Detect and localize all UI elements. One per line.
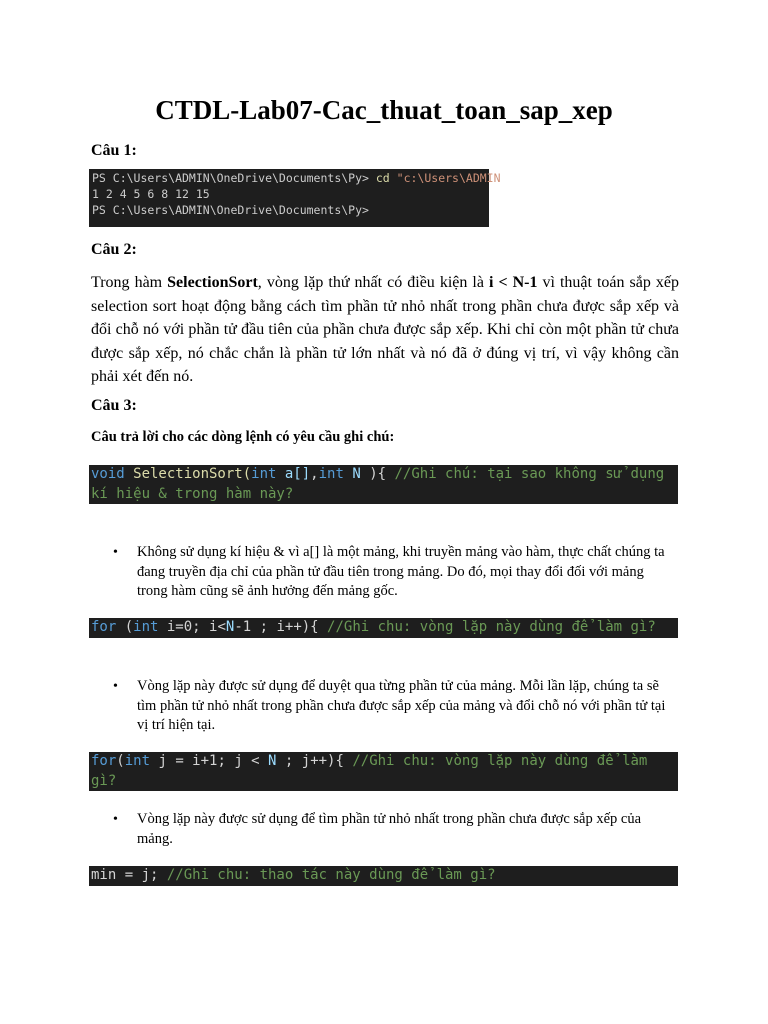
answer-bullet-2: • Vòng lặp này được sử dụng để duyệt qua từng phần tử của mảng. Mỗi lần lặp, chúng ta sẽ tìm phần tử nhỏ nhất trong phần chưa được sắp xếp của mảng và đổi chỗ nó với phần tử tại vị trí hiện tại. — [137, 677, 677, 736]
code-punct: , — [310, 466, 319, 482]
question-1-heading: Câu 1: — [91, 142, 137, 159]
answer-text: , vòng lặp thứ nhất có điều kiện là — [257, 274, 489, 291]
code-keyword: for — [91, 619, 117, 635]
question-2-heading: Câu 2: — [91, 241, 137, 258]
answer-text: Trong hàm — [91, 274, 168, 291]
answer-text: vì thuật toán sắp xếp selection sort hoạt động bằng cách tìm phần tử nhỏ nhất trong phần chưa được sắp xếp và đổi chỗ nó với phần tử đầu tiên của phần chưa được sắp xếp. Khi chỉ còn một phần tử chưa được sắp xếp, nó chắc chắn là phần tử lớn nhất và nó đã ở đúng vị trí, vì vậy không cần phải xét đến nó. — [91, 274, 679, 385]
code-keyword: for — [91, 753, 117, 769]
terminal-line-3: PS C:\Users\ADMIN\OneDrive\Documents\Py> — [92, 203, 369, 217]
code-comment: //Ghi chú: tại sao không sử dụng kí hiệu & trong hàm này? — [91, 466, 665, 502]
terminal-line-1 — [89, 170, 501, 186]
document-title: CTDL-Lab07-Cac_thuat_toan_sap_xep — [155, 95, 613, 125]
code-variable: a[] — [276, 466, 311, 482]
code-comment: //Ghi chu: vòng lặp này dùng để làm gì? — [91, 753, 648, 789]
question-3-heading: Câu 3: — [91, 397, 137, 414]
answer-bold-condition: i < N-1 — [488, 274, 538, 291]
code-variable: N — [268, 753, 277, 769]
question-2-answer — [91, 271, 679, 389]
code-variable: N — [343, 466, 361, 482]
terminal-output-screenshot — [89, 169, 501, 227]
code-comment: //Ghi chu: vòng lặp này dùng để làm gì? — [327, 619, 656, 635]
code-block-3 — [89, 752, 678, 791]
code-text: min = j; — [91, 867, 167, 883]
code-block-4 — [89, 866, 678, 886]
answer-bold-function: SelectionSort — [167, 274, 258, 291]
code-keyword: void — [91, 466, 125, 482]
terminal-line-2: 1 2 4 5 6 8 12 15 — [92, 187, 210, 201]
code-punct: ( — [116, 753, 125, 769]
code-text: ; j++){ — [276, 753, 353, 769]
code-text: i=0; i< — [158, 619, 226, 635]
code-text: -1 ; i++){ — [234, 619, 328, 635]
question-3-subheading: Câu trả lời cho các dòng lệnh có yêu cầu ghi chú: — [91, 429, 395, 445]
code-keyword: int — [251, 466, 277, 482]
terminal-command: cd — [375, 171, 390, 185]
code-function: SelectionSort( — [124, 466, 252, 482]
code-punct: ( — [116, 619, 134, 635]
code-keyword: int — [124, 753, 151, 769]
code-block-1 — [89, 465, 678, 504]
code-variable: N — [225, 619, 235, 635]
code-keyword: int — [133, 619, 159, 635]
answer-bullet-3: • Vòng lặp này được sử dụng để tìm phần tử nhỏ nhất trong phần chưa được sắp xếp của mảng. — [137, 810, 677, 849]
code-block-2 — [89, 618, 678, 638]
code-text: j = i+1; j < — [150, 753, 269, 769]
code-comment: //Ghi chu: thao tác này dùng để làm gì? — [166, 867, 496, 883]
code-keyword: int — [318, 466, 344, 482]
code-punct: ){ — [360, 466, 395, 482]
answer-bullet-1: • Không sử dụng kí hiệu & vì a[] là một mảng, khi truyền mảng vào hàm, thực chất chúng ta đang truyền địa chỉ của phần tử đầu tiên trong mảng. Do đó, mọi thay đổi đối với mảng trong hàm cũng sẽ ảnh hưởng đến mảng gốc. — [137, 543, 677, 602]
terminal-argument: "c:\Users\ADMIN — [389, 171, 501, 185]
terminal-prompt: PS C:\Users\ADMIN\OneDrive\Documents\Py> — [92, 171, 376, 185]
